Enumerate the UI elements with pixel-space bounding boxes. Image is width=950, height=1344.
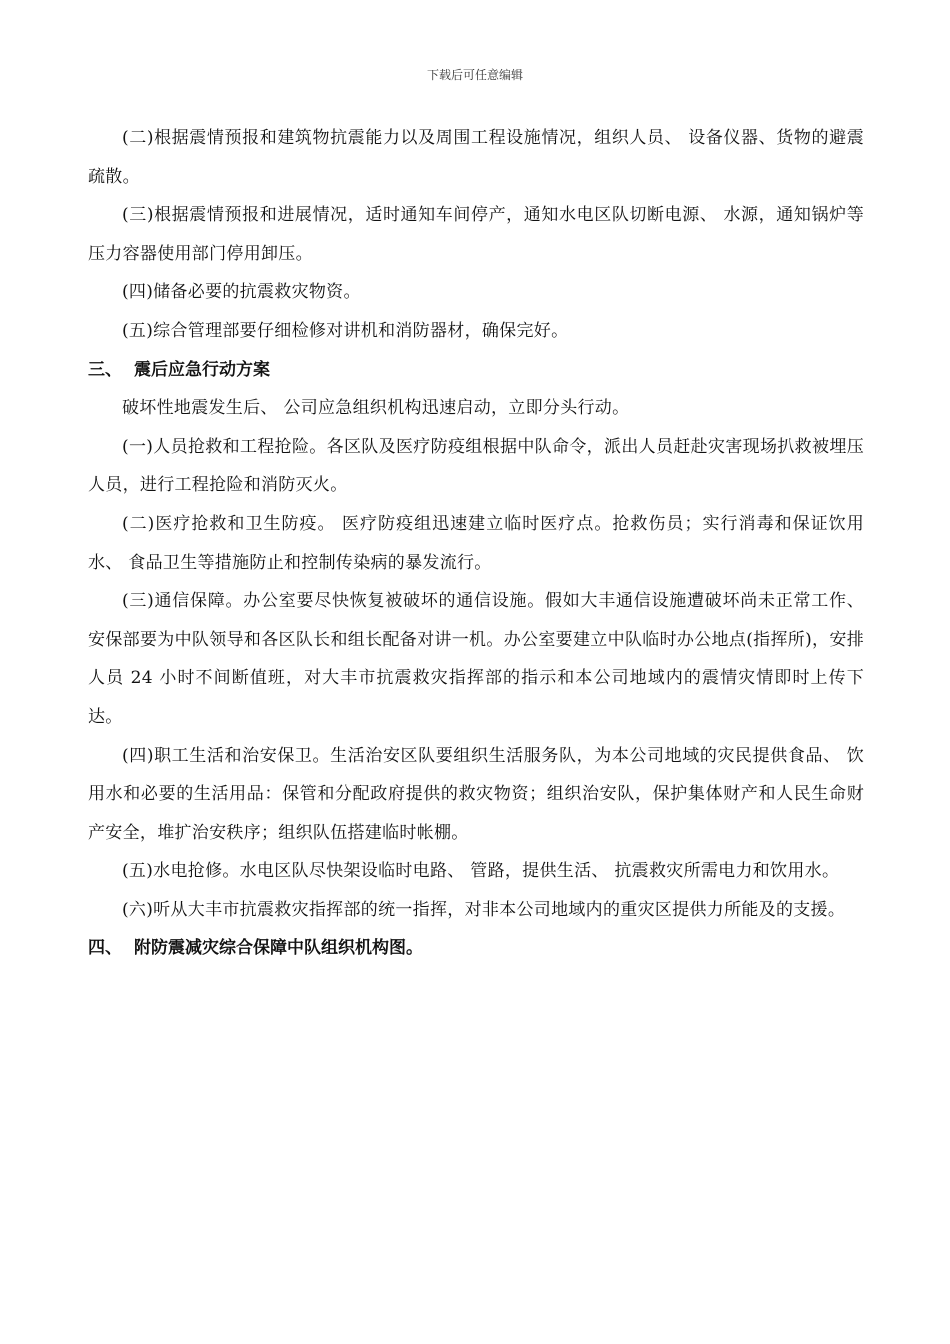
paragraph: (三)通信保障。办公室要尽快恢复被破坏的通信设施。假如大丰通信设施遭破坏尚未正常工作、 安保部要为中队领导和各区队长和组长配备对讲一机。办公室要建立中队临时办公地点(指挥所)，安排人员 24 小时不间断值班，对大丰市抗震救灾指挥部的指示和本公司地域内的震情灾情即时上传下达。 (88, 591, 864, 727)
page-header: 下载后可任意编辑 (426, 68, 523, 82)
paragraph: (六)听从大丰市抗震救灾指挥部的统一指挥，对非本公司地域内的重灾区提供力所能及的支援。 (122, 899, 846, 920)
document-body (88, 119, 864, 968)
paragraph: (五)水电抢修。水电区队尽快架设临时电路、 管路，提供生活、 抗震救灾所需电力和饮用水。 (122, 861, 840, 882)
section-title: 附防震减灾综合保障中队组织机构图。 (134, 938, 423, 959)
section-heading (88, 929, 864, 968)
paragraph: (二)根据震情预报和建筑物抗震能力以及周围工程设施情况，组织人员、 设备仪器、货物的避震疏散。 (88, 128, 864, 187)
paragraph: (一)人员抢救和工程抢险。各区队及医疗防疫组根据中队命令，派出人员赶赴灾害现场扒救被埋压人员，进行工程抢险和消防灭火。 (88, 436, 864, 496)
paragraph: (五)综合管理部要仔细检修对讲机和消防器材，确保完好。 (122, 320, 569, 341)
paragraph: (四)职工生活和治安保卫。生活治安区队要组织生活服务队，为本公司地域的灾民提供食品、 饮用水和必要的生活用品：保管和分配政府提供的救灾物资；组织治安队，保护集体财产和人民生命财产安全，堆扩治安秩序；组织队伍搭建临时帐棚。 (88, 745, 864, 843)
paragraph: (三)根据震情预报和进展情况，适时通知车间停产，通知水电区队切断电源、 水源，通知锅炉等压力容器使用部门停用卸压。 (88, 205, 864, 264)
paragraph: (四)储备必要的抗震救灾物资。 (122, 282, 361, 303)
section-number: 三、 (88, 359, 122, 380)
section-title: 震后应急行动方案 (134, 359, 270, 380)
paragraph: (二)医疗抢救和卫生防疫。 医疗防疫组迅速建立临时医疗点。抢救伤员；实行消毒和保证饮用水、 食品卫生等措施防止和控制传染病的暴发流行。 (88, 513, 864, 573)
section-heading (88, 351, 864, 390)
section-number: 四、 (88, 938, 122, 959)
paragraph: 破坏性地震发生后、 公司应急组织机构迅速启动，立即分头行动。 (122, 398, 630, 419)
